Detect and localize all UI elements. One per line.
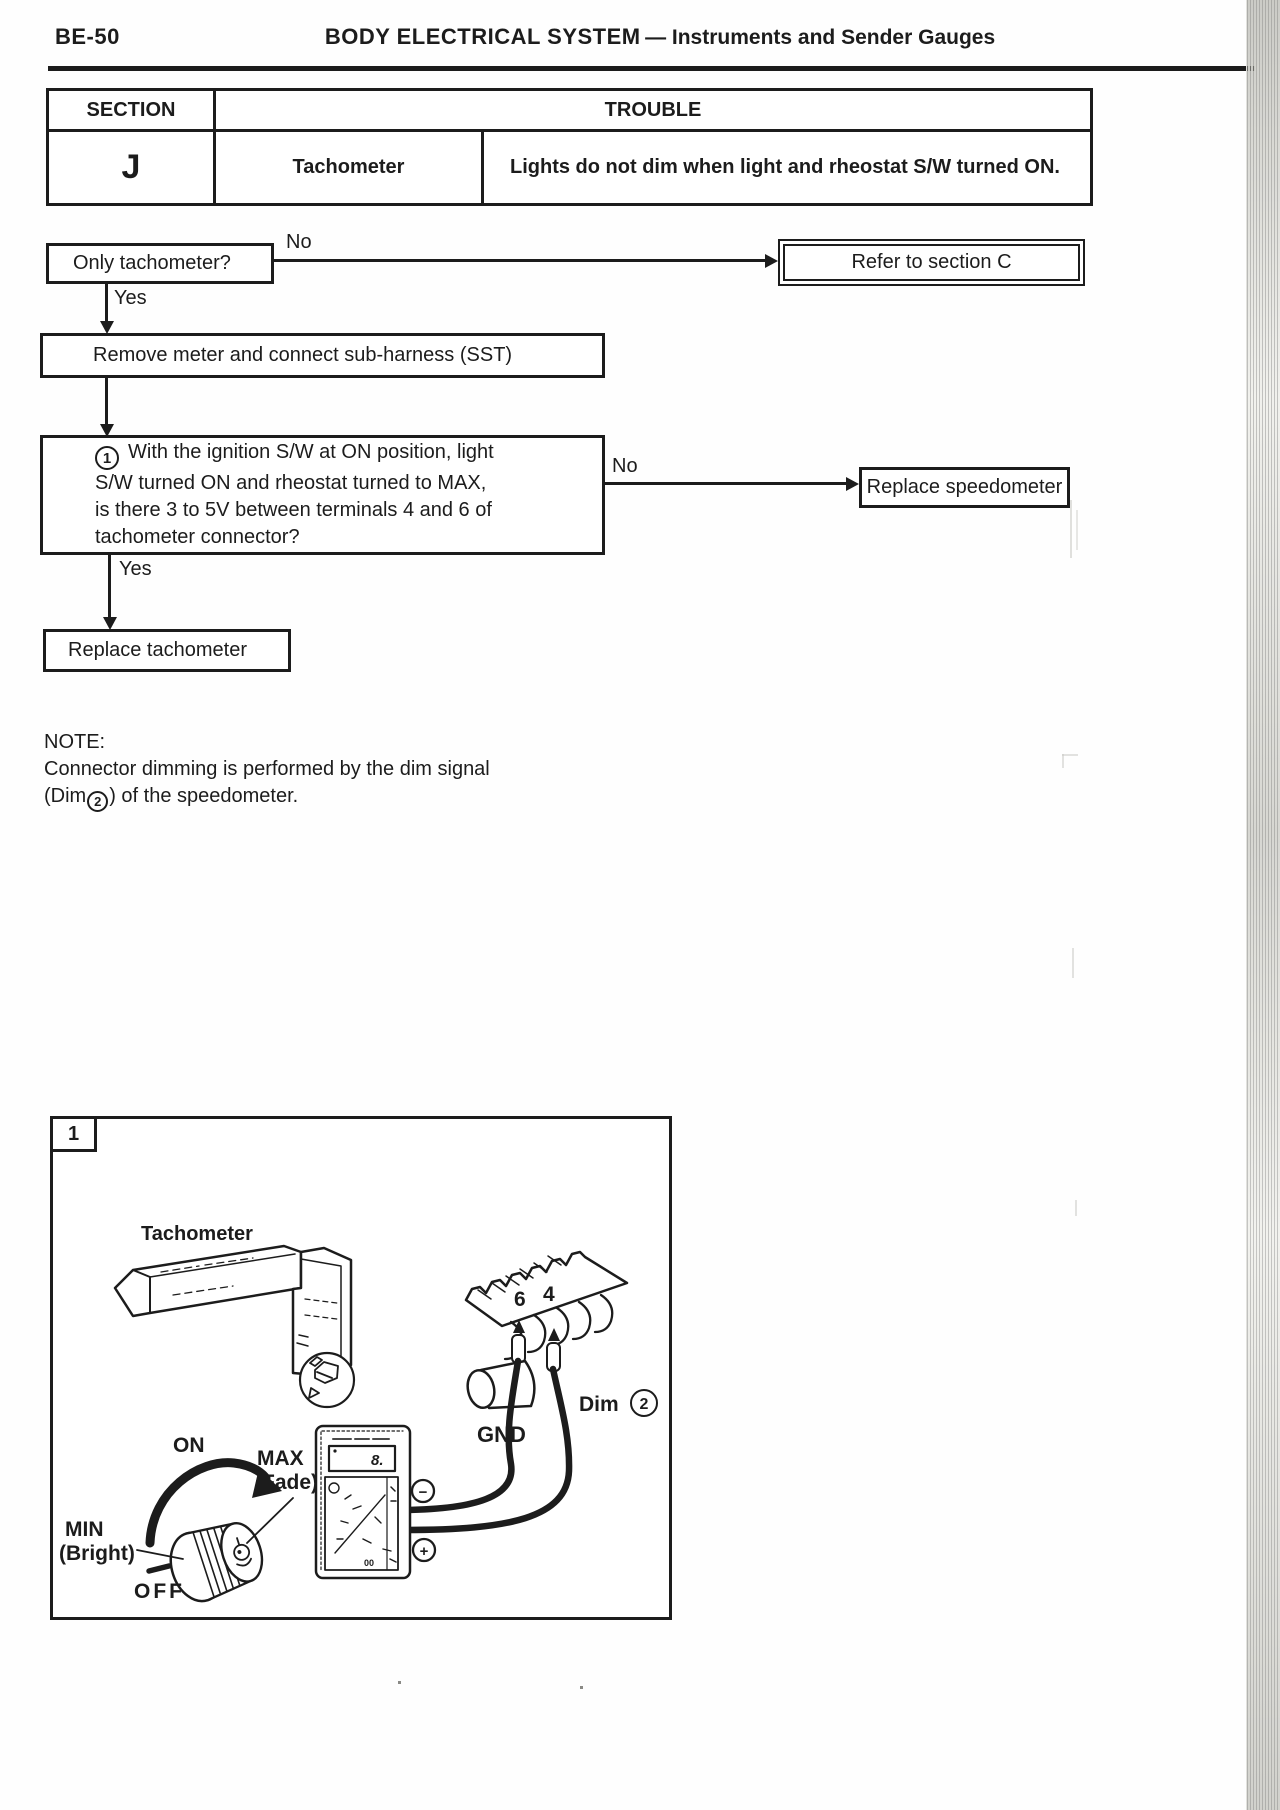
arrowhead-right-2: [846, 477, 859, 491]
knob-max-label: MAX: [257, 1447, 304, 1470]
flow-box-refer-section-c: [778, 239, 1085, 286]
scan-artifact: [1070, 500, 1072, 558]
dim-circle-number: 2: [639, 1396, 649, 1413]
scan-artifact: [1075, 1200, 1077, 1216]
cell-trouble: Lights do not dim when light and rheostat S/W turned ON.: [510, 156, 1060, 178]
branch-label-yes-2: Yes: [119, 558, 152, 580]
scan-artifact: [1062, 754, 1078, 756]
arrowhead-right-1: [765, 254, 778, 268]
note-heading: NOTE:: [44, 731, 106, 753]
flow-box-remove-meter: [40, 333, 605, 378]
flow-line-yes-2: [108, 555, 111, 621]
replace-tachometer-label: Replace tachometer: [68, 639, 247, 661]
tachometer-drawing: [115, 1246, 354, 1407]
header-rule: [48, 66, 1255, 71]
scan-artifact: [1076, 510, 1078, 550]
note-line-1: Connector dimming is performed by the dim signal: [44, 758, 490, 780]
replace-speedometer-label: Replace speedometer: [866, 476, 1063, 498]
flow-box-replace-tachometer: [43, 629, 291, 672]
flow-box-voltage-check: [40, 435, 605, 555]
page-title-main: BODY ELECTRICAL SYSTEM: [324, 24, 641, 49]
knob-min-sub-label: (Bright): [59, 1542, 135, 1565]
meter-minus-terminal: −: [418, 1484, 428, 1501]
figure-number-tag: 1: [53, 1119, 97, 1152]
flow-box-only-tachometer: [46, 243, 274, 284]
flow-line-yes-1: [105, 284, 108, 324]
dim-label: Dim: [579, 1393, 619, 1416]
dim-number-circle: 2: [87, 791, 108, 812]
flow-box-refer-section-c-inner: [783, 244, 1080, 281]
scan-speck: [580, 1686, 583, 1689]
knob-max-sub-label: (Fade): [255, 1471, 318, 1494]
trouble-table-header: [49, 91, 1090, 132]
note-line-2: (Dim 2 ) of the speedometer.: [44, 783, 490, 812]
page-title-sub: — Instruments and Sender Gauges: [645, 26, 996, 49]
trouble-table: [46, 88, 1093, 206]
flow-line-2: [105, 378, 108, 428]
figure-box: [50, 1116, 672, 1620]
voltage-check-text: [95, 439, 494, 552]
table-row: [49, 132, 1090, 203]
multimeter-drawing: [316, 1426, 435, 1578]
book-edge-texture: [1246, 0, 1280, 1810]
meter-display-value: 8.: [371, 1452, 384, 1469]
gnd-label: GND: [477, 1422, 526, 1447]
knob-on-label: ON: [173, 1434, 205, 1457]
col-header-trouble: TROUBLE: [604, 98, 702, 121]
page-title: [280, 24, 1040, 50]
pin-4-label: 4: [543, 1283, 555, 1306]
scan-artifact: [1072, 948, 1074, 978]
voltage-check-line-3: is there 3 to 5V between terminals 4 and 6 of: [95, 499, 492, 522]
cell-component: Tachometer: [216, 132, 484, 203]
figure-illustration: [53, 1119, 669, 1617]
knob-off-label: OFF: [134, 1580, 185, 1603]
voltage-check-line-2: S/W turned ON and rheostat turned to MAX,: [95, 472, 487, 495]
col-header-section: SECTION: [49, 91, 216, 129]
voltage-check-line-4: tachometer connector?: [95, 526, 300, 549]
meter-plus-terminal: +: [419, 1543, 429, 1560]
flow-box-only-tachometer-label: Only tachometer?: [73, 252, 231, 274]
meter-dial-mark: 00: [364, 1558, 375, 1568]
remove-meter-label: Remove meter and connect sub-harness (SST): [93, 344, 513, 366]
branch-label-yes-1: Yes: [114, 287, 147, 309]
scan-speck: [398, 1681, 401, 1684]
tachometer-label: Tachometer: [141, 1223, 253, 1245]
pin-6-label: 6: [514, 1288, 526, 1311]
voltage-check-line-1: 1 With the ignition S/W at ON position, light: [95, 439, 494, 471]
cell-section: J: [49, 132, 216, 203]
flow-line-no-1: [274, 259, 766, 262]
refer-section-c-label: Refer to section C: [851, 251, 1012, 273]
flow-line-no-2: [605, 482, 848, 485]
flow-box-replace-speedometer: [859, 467, 1070, 508]
note-block: [44, 729, 490, 812]
branch-label-no-2: No: [612, 455, 638, 477]
knob-min-label: MIN: [65, 1518, 104, 1541]
branch-label-no-1: No: [286, 231, 312, 253]
page-number: BE-50: [55, 24, 120, 49]
scan-artifact: [1062, 754, 1064, 768]
step-number-circle: 1: [95, 446, 119, 470]
